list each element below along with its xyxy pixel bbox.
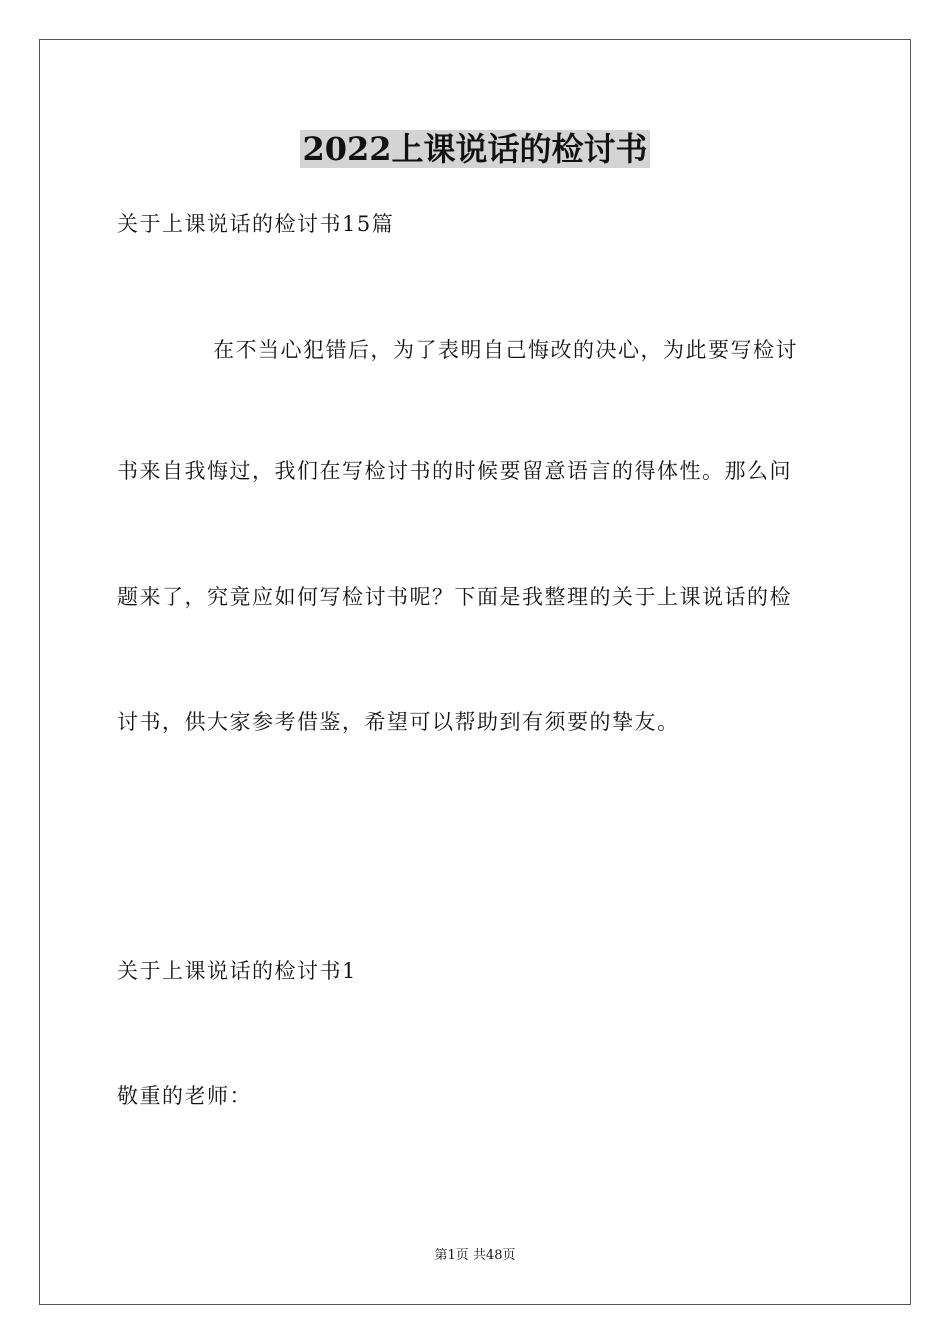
document-subtitle: 关于上课说话的检讨书15篇	[117, 212, 395, 236]
page-footer: 第1页 共48页	[434, 1248, 516, 1263]
section-heading: 关于上课说话的检讨书1	[117, 959, 357, 983]
intro-line-2: 书来自我悔过，我们在写检讨书的时候要留意语言的得体性。那么问	[117, 459, 792, 483]
document-title	[0, 127, 950, 171]
intro-line-4: 讨书，供大家参考借鉴，希望可以帮助到有须要的挚友。	[117, 710, 680, 734]
document-title-text: 2022上课说话的检讨书	[302, 130, 648, 168]
intro-line-1: 在不当心犯错后，为了表明自己悔改的决心，为此要写检讨	[213, 338, 798, 362]
intro-line-3: 题来了，究竟应如何写检讨书呢？下面是我整理的关于上课说话的检	[117, 585, 792, 609]
salutation: 敬重的老师：	[117, 1084, 252, 1108]
